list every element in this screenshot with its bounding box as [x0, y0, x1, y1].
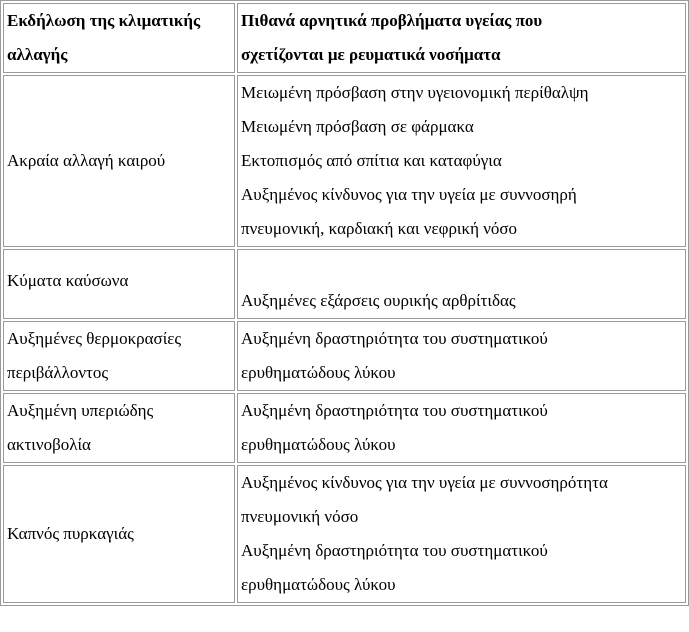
cell-line: Αυξημένη δραστηριότητα του συστηματικού	[241, 541, 548, 560]
header-climate-manifestation	[3, 3, 235, 73]
header-health-problems	[237, 3, 686, 73]
cell-health-problems	[237, 321, 686, 391]
cell-line: Μειωμένη πρόσβαση στην υγειονομική περίθαλψη	[241, 83, 589, 102]
cell-line: Αυξημένες εξάρσεις ουρικής αρθρίτιδας	[241, 291, 516, 310]
table-row	[3, 393, 686, 463]
cell-line: Μειωμένη πρόσβαση σε φάρμακα	[241, 117, 474, 136]
cell-line: περιβάλλοντος	[7, 363, 109, 382]
cell-line: πνευμονική νόσο	[241, 507, 359, 526]
header-row	[3, 3, 686, 73]
header-line: αλλαγής	[7, 45, 68, 64]
cell-line: Αυξημένος κίνδυνος για την υγεία με συννοσηρότητα	[241, 473, 608, 492]
cell-line: Αυξημένη δραστηριότητα του συστηματικού	[241, 329, 548, 348]
cell-line: Αυξημένη υπεριώδης	[7, 401, 154, 420]
header-line: Εκδήλωση της κλιματικής	[7, 11, 201, 30]
cell-manifestation	[3, 465, 235, 603]
cell-line: Εκτοπισμός από σπίτια και καταφύγια	[241, 151, 502, 170]
cell-manifestation	[3, 393, 235, 463]
table-row	[3, 321, 686, 391]
cell-line: Αυξημένος κίνδυνος για την υγεία με συννοσηρή	[241, 185, 577, 204]
table-row	[3, 75, 686, 247]
cell-line: ερυθηματώδους λύκου	[241, 363, 396, 382]
cell-manifestation	[3, 75, 235, 247]
header-line: Πιθανά αρνητικά προβλήματα υγείας που	[241, 11, 543, 30]
cell-line: Καπνός πυρκαγιάς	[7, 524, 134, 543]
cell-line: πνευμονική, καρδιακή και νεφρική νόσο	[241, 219, 518, 238]
cell-line: Ακραία αλλαγή καιρού	[7, 151, 166, 170]
cell-health-problems	[237, 393, 686, 463]
cell-line: Αυξημένες θερμοκρασίες	[7, 329, 182, 348]
cell-line: Κύματα καύσωνα	[7, 271, 129, 290]
cell-manifestation	[3, 321, 235, 391]
cell-manifestation	[3, 249, 235, 319]
cell-line: ερυθηματώδους λύκου	[241, 575, 396, 594]
header-line: σχετίζονται με ρευματικά νοσήματα	[241, 45, 501, 64]
cell-line: ακτινοβολία	[7, 435, 91, 454]
cell-health-problems	[237, 75, 686, 247]
cell-line: Αυξημένη δραστηριότητα του συστηματικού	[241, 401, 548, 420]
cell-line: ερυθηματώδους λύκου	[241, 435, 396, 454]
table-row	[3, 465, 686, 603]
table-row	[3, 249, 686, 319]
cell-health-problems	[237, 249, 686, 319]
cell-health-problems	[237, 465, 686, 603]
